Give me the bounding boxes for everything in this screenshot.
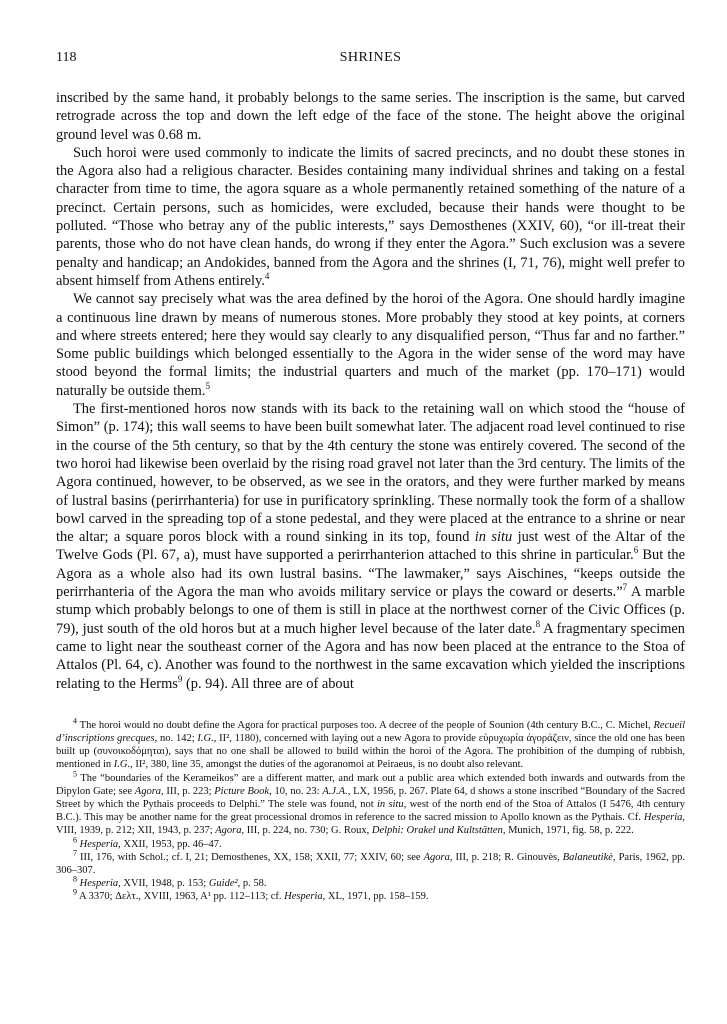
footnote-ref[interactable]: 5 [205,380,210,391]
page-header [56,50,685,72]
footnotes [56,716,686,904]
footnote-ref[interactable]: 8 [535,618,541,629]
footnote-6: $^6$ Hesperia, XXII, 1953, pp. 46–47. [73,835,222,850]
footnote-ref[interactable]: 9 [177,673,183,684]
footnote-ref[interactable]: 7 [622,582,628,593]
page-number: 118 [56,50,77,65]
paragraph: We cannot say precisely what was the area defined by the horoi of the Agora. One should hardly imagine a continuous line drawn by means of numerous stones. More probably they stood at key points, at corners and where streets entered; here they would say clearly to any disqualified person, “Thus far and no farther.” Some public buildings which belonged essentially to the Agora in the wider sense of the word may have stood beyond the formal limits; the industrial quarters and much of the market (pp. 170–171) would naturally be outside them.$^5$ [56,291,685,399]
paragraph: The first-mentioned horos now stands with its back to the retaining wall on which stood the “house of Simon” (p. 174); this wall seems to have been built somewhat later. The adjacent road level continued to rise in the course of the 5th century, so that by the 4th century the stone was entirely covered. The second of the two horoi had likewise been overlaid by the rising road gravel not later than the 3rd century. The limits of the Agora continued, however, to be observed, as we see in the orators, and they were further marked by means of lustral basins (perirrhanteria) for use in purificatory sprinkling. These normally took the form of a shallow bowl carved in the spreading top of a stone pedestal, and they were placed at the entrance to a shrine or near the altar; a square poros block with a round sinking in its top, found in situ just west of the Altar of the Twelve Gods (Pl. 67, a), must have supported a perirrhanterion attached to this shrine in particular.$^6$ But the Agora as a whole also had its own lustral basins. “The lawmaker,” says Aischines, “keeps outside the perirrhanteria of the Agora the man who avoids military service or plays the coward or deserts.”$^7$ A marble stump which probably belongs to one of them is still in place at the northwest corner of the Civic Offices (p. 79), just south of the old horos but at a much higher level because of the later date.$^8$ A fragmentary specimen came to light near the southeast corner of the Agora and has now been placed at the entrance to the Stoa of Attalos (Pl. 64, c). Another was found to the northwest in the same excavation which yielded the inscriptions relating to the Herms$^9$ (p. 94). All three are of about [56,401,686,692]
footnote-7: $^7$ III, 176, with Schol.; cf. I, 21; Demosthenes, XX, 158; XXII, 77; XXIV, 60; see Agora, III, p. 218; R. Ginouvès, Balaneutikè, Paris, 1962, pp. 306–307. [56,848,686,877]
footnote-5: $^5$ The “boundaries of the Kerameikos” are a different matter, and mark out a public area which extended both inwards and outwards from the Dipylon Gate; see Agora, III, p. 223; Picture Book, 10, no. 23: A.J.A., LX, 1956, p. 267. Plate 64, d shows a stone inscribed “Boundary of the Sacred Street by which the Pythais proceeds to Delphi.” The stele was found, not in situ, west of the north end of the Stoa of Attalos (I 5476, 4th century B.C.). This may be another name for the great processional dromos in reference to the sacred mission to Apollo known as the Pythais. Cf. Hesperia, VIII, 1939, p. 212; XII, 1943, p. 237; Agora, III, p. 224, no. 730; G. Roux, Delphi: Orakel und Kultstätten, Munich, 1971, fig. 58, p. 222. [56,769,685,837]
page [56,50,685,904]
body-text [56,89,685,693]
paragraph: Such horoi were used commonly to indicate the limits of sacred precincts, and no doubt these stones in the Agora also had a religious character. Besides containing many individual shrines and taking on a festal character from time to time, the agora square as a whole permanently retained something of the nature of a precinct. Certain persons, such as homicides, were excluded, because their hands were thought to be polluted. “Those who betray any of the public interests,” says Demosthenes (XXIV, 60), “or ill-treat their parents, those who do not have clean hands, do wrong if they enter the Agora.” Such exclusion was a severe penalty and handicap; an Andokides, banned from the Agora and the shrines (I, 71, 76), might well prefer to absent himself from Athens entirely.$^4$ [56,144,685,289]
footnote-ref[interactable]: 4 [264,271,270,282]
footnote-4: $^4$ The horoi would no doubt define the Agora for practical purposes too. A decree of the people of Sounion (4th century B.C., C. Michel, Recueil d’inscriptions grecques, no. 142; I.G., II², 1180), concerned with laying out a new Agora to provide εὐρυχωρία ἀγοράζειν, since the old one has been built up (συνοικοδόμηται), says that no one shall be allowed to build within the horoi of the Agora. The prohibition of the dumping of rubbish, mentioned in I.G., II², 380, line 35, amongst the duties of the agoranomoi at Peiraeus, is no doubt also relevant. [56,716,686,771]
footnote-ref[interactable]: 6 [633,545,639,556]
paragraph: inscribed by the same hand, it probably belongs to the same series. The inscription is the same, but carved retrograde across the top and down the left edge of the face of the stone. The height above the original ground level was 0.68 m. [56,90,685,143]
footnote-9: $^9$ A 3370; Δελτ., XVIII, 1963, A¹ pp. 112–113; cf. Hesperia, XL, 1971, pp. 158–159. [73,887,429,903]
running-head: SHRINES [339,50,402,65]
footnote-8: $^8$ Hesperia, XVII, 1948, p. 153; Guide², p. 58. [73,874,267,890]
